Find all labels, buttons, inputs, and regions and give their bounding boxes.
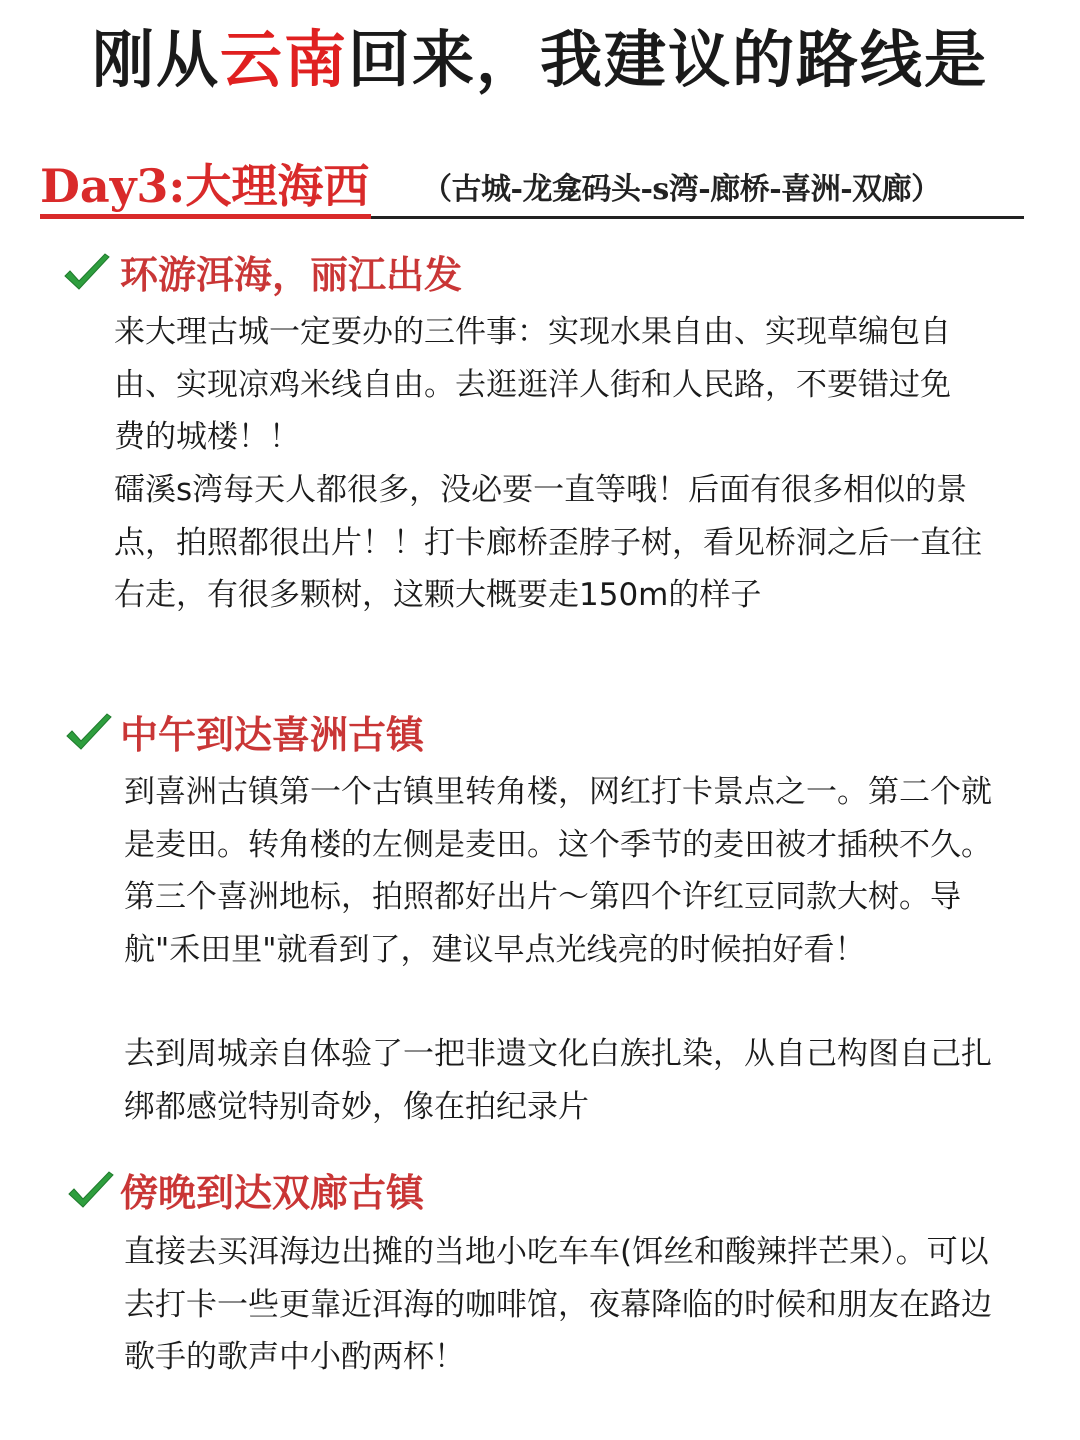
section-title: 傍晚到达双廊古镇	[120, 1170, 425, 1215]
section-1	[0, 248, 1080, 304]
section-paragraph: 到喜洲古镇第一个古镇里转角楼，网红打卡景点之一。第二个就是麦田。转角楼的左侧是麦田。这个季节的麦田被才插秧不久。第三个喜洲地标，拍照都好出片～第四个许红豆同款大树。导航"禾田里"就看到了，建议早点光线亮的时候拍好看！	[124, 774, 992, 968]
section-2	[0, 708, 1080, 764]
section-header	[0, 708, 1080, 764]
check-icon	[66, 1170, 116, 1214]
page-title	[0, 18, 1080, 102]
title-part1: 刚从	[91, 23, 220, 96]
section-paragraph: 礌溪s湾每天人都很多，没必要一直等哦！后面有很多相似的景点，拍照都很出片！！打卡廊桥歪脖子树，看见桥洞之后一直往右走，有很多颗树，这颗大概要走150m的样子	[114, 472, 982, 613]
day-title: Day3:大理海西	[40, 158, 371, 219]
section-title: 中午到达喜洲古镇	[120, 712, 425, 757]
section-paragraph: 来大理古城一定要办的三件事：实现水果自由、实现草编包自由、实现凉鸡米线自由。去逛逛洋人街和人民路，不要错过免费的城楼！！	[114, 314, 951, 455]
section-paragraph: 去到周城亲自体验了一把非遗文化白族扎染，从自己构图自己扎绑都感觉特别奇妙，像在拍纪录片	[124, 1036, 992, 1125]
check-icon	[64, 712, 114, 756]
section-title: 环游洱海，丽江出发	[120, 252, 463, 297]
day-route: （古城-龙龛码头-s湾-廊桥-喜洲-双廊）	[422, 172, 941, 207]
day-header	[40, 158, 1024, 219]
section-header	[0, 1166, 1080, 1222]
check-icon	[62, 252, 112, 296]
section-paragraph: 直接去买洱海边出摊的当地小吃车车(饵丝和酸辣拌芒果）。可以去打卡一些更靠近洱海的咖啡馆，夜幕降临的时候和朋友在路边歌手的歌声中小酌两杯！	[124, 1234, 992, 1375]
title-highlight: 云南	[219, 23, 348, 96]
title-part2: 回来，我建议的路线是	[348, 23, 989, 96]
section-header	[0, 248, 1080, 304]
section-3	[0, 1166, 1080, 1222]
